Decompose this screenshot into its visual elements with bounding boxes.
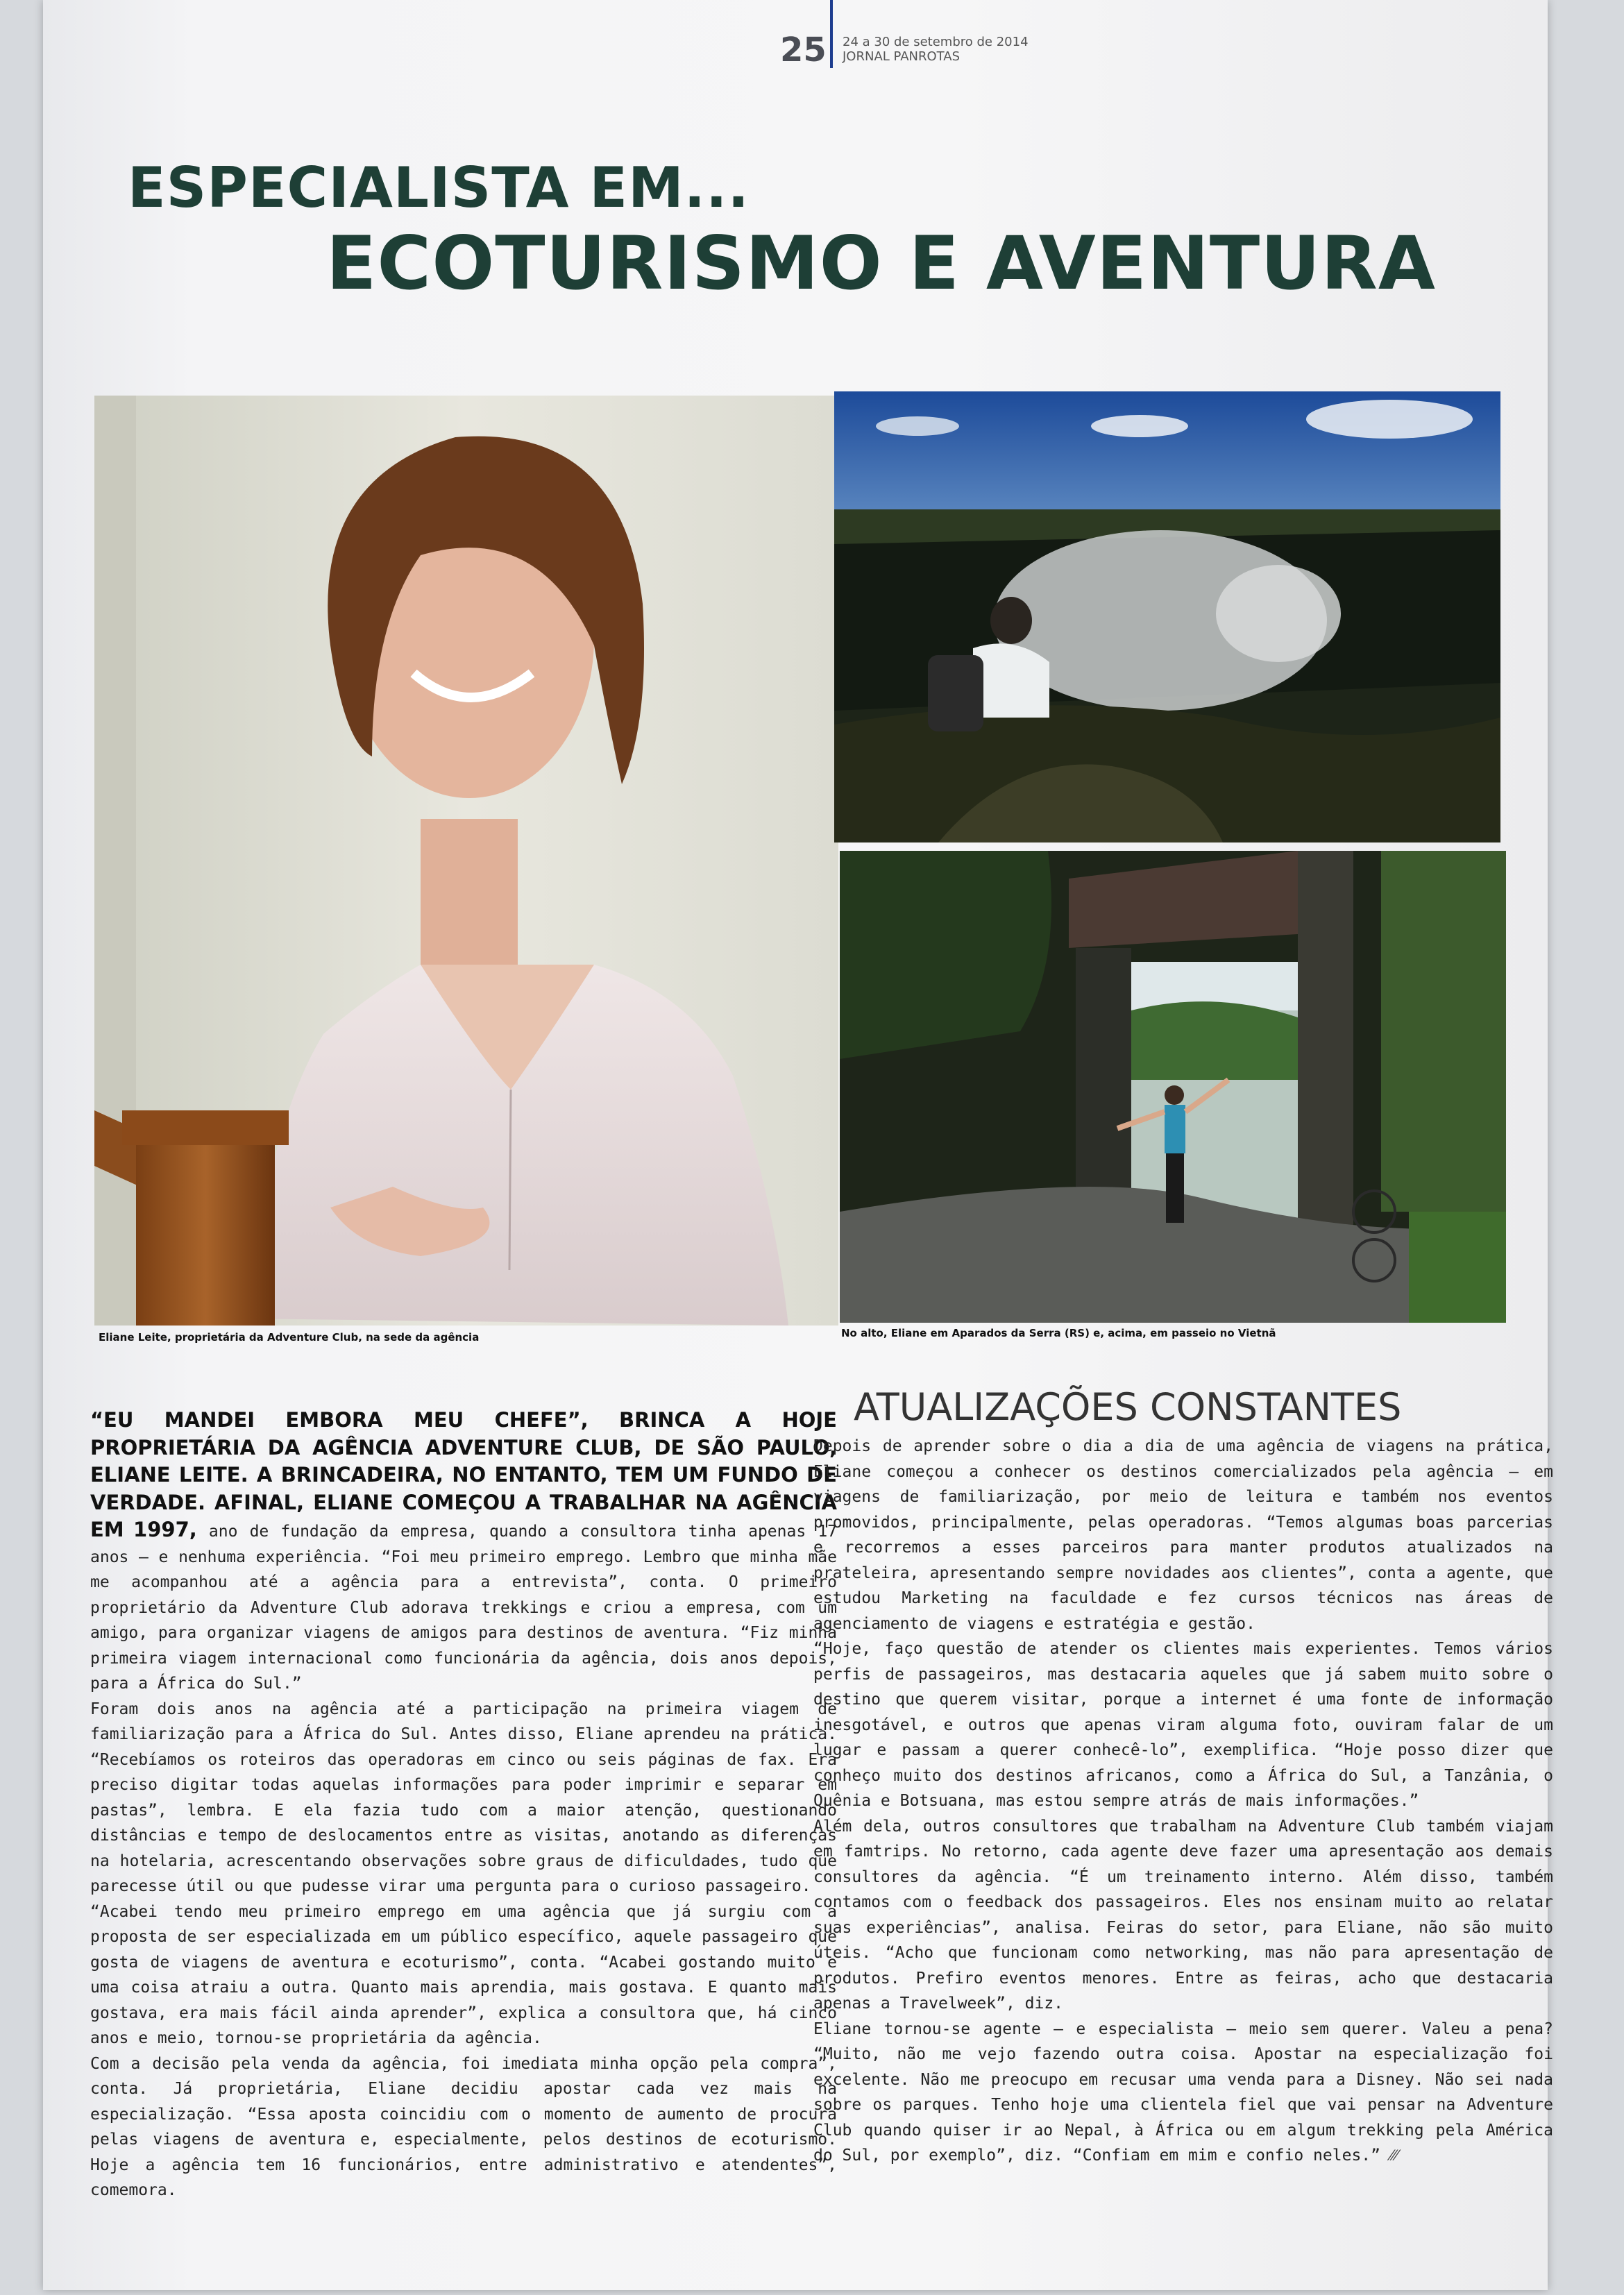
portrait-illustration	[94, 396, 838, 1326]
col2-paragraph: “Hoje, faço questão de atender os clientes mais experientes. Temos vários perfis de passageiros, mas destacaria aqueles que já sabem muito sobre o destino que querem visitar, porque a internet é uma fonte de informação inesgotável, e outros que apenas viram alguma foto, ouviram falar de um lugar e passam a querer conhecê-lo”, exemplifica. “Hoje posso dizer que conheço muito dos destinos africanos, como a África do Sul, a Tanzânia, o Quênia e Botsuana, mas estou sempre atrás de mais informações.”	[813, 1640, 1553, 1810]
col1-paragraph: Foram dois anos na agência até a participação na primeira viagem de familiarização para a África do Sul. Antes disso, Eliane aprendeu na prática. “Recebíamos os roteiros das operadoras em cinco ou seis páginas de fax. Era preciso digitar todas aquelas informações para poder imprimir e separar em pastas”, lembra. E ela fazia tudo com a maior atenção, questionando distâncias e tempo de deslocamentos entre as visitas, anotando as diferenças na hotelaria, acrescentando observações sobre graus de dificuldades, tudo que parecesse útil ou que pudesse virar uma pergunta para o curioso passageiro.	[90, 1700, 837, 1895]
article-lede: “EU MANDEI EMBORA MEU CHEFE”, BRINCA A HOJE PROPRIETÁRIA DA AGÊNCIA ADVENTURE CLUB, DE SÃO PAULO, ELIANE LEITE. A BRINCADEIRA, NO ENTANTO, TEM UM FUNDO DE VERDADE. AFINAL, ELIANE COMEÇOU A TRABALHAR NA AGÊNCIA EM 1997,	[90, 1408, 837, 1541]
landscape-illustration	[834, 391, 1500, 842]
portrait-caption: Eliane Leite, proprietária da Adventure Club, na sede da agência	[99, 1331, 480, 1344]
article-lede-tail: ano de fundação da empresa, quando a consultora tinha apenas 17 anos — e nenhuma experiência. “Foi meu primeiro emprego. Lembro que minha mãe me acompanhou até a agência para a entrevista”, conta. O primeiro proprietário da Adventure Club adorava trekkings e criou a empresa, com um amigo, para organizar viagens de amigos para destinos de aventura. “Fiz minha primeira viagem internacional como funcionária da agência, dois anos depois, para a África do Sul.”	[90, 1523, 838, 1693]
end-mark: ⁄⁄⁄	[1389, 2146, 1398, 2165]
col2-paragraph: Depois de aprender sobre o dia a dia de uma agência de viagens na prática, Eliane começou a conhecer os destinos comercializados pela agência — em viagens de familiarização, por meio de leitura e também nos eventos promovidos, principalmente, pelas operadoras. “Temos algumas boas parcerias e recorremos a esses parceiros para manter produtos atualizados na prateleira, apresentando sempre novidades aos clientes”, conta a agente, que estudou Marketing na faculdade e fez cursos técnicos nas áreas de agenciamento de viagens e estratégia e gestão.	[813, 1437, 1553, 1633]
gate-illustration	[840, 851, 1506, 1323]
col2-paragraph: Eliane tornou-se agente — e especialista — meio sem querer. Valeu a pena? “Muito, não me vejo fazendo outra coisa. Apostar na especialização foi excelente. Não me preocupo em recusar uma venda para a Disney. Não sei nada sobre os parques. Tenho hoje uma clientela fiel que vai pensar na Adventure Club quando quiser ir ao Nepal, à África ou em algum trekking pela América do Sul, por exemplo”, diz. “Confiam em mim e confio neles.”	[813, 2019, 1553, 2165]
dateline	[843, 35, 1029, 64]
col2-last-paragraph	[813, 2017, 1553, 2169]
right-photos-caption: No alto, Eliane em Aparados da Serra (RS) e, acima, em passeio no Vietnã	[841, 1327, 1276, 1339]
title-kicker: ESPECIALISTA EM...	[128, 155, 750, 220]
article-lede-paragraph	[90, 1407, 837, 1697]
gate-photo	[840, 851, 1506, 1323]
page-number: 25	[780, 31, 827, 69]
publication-name: JORNAL PANROTAS	[843, 49, 961, 64]
page-rule	[830, 0, 833, 68]
portrait-photo	[94, 396, 838, 1326]
date-text: 24 a 30 de setembro de 2014	[843, 35, 1029, 49]
landscape-photo	[834, 391, 1500, 842]
headline: ECOTURISMO E AVENTURA	[326, 221, 1436, 306]
col1-paragraph: “Acabei tendo meu primeiro emprego em uma agência que já surgiu com a proposta de ser especializada em um público específico, aquele passageiro que gosta de viagens de aventura e ecoturismo”, conta. “Acabei gostando muito e uma coisa atraiu a outra. Quanto mais aprendia, mais gostava. E quanto mais gostava, era mais fácil ainda aprender”, explica a consultora que, há cinco anos e meio, tornou-se proprietária da agência.	[90, 1902, 837, 2047]
article-column-2	[813, 1434, 1553, 2169]
col1-paragraph: Com a decisão pela venda da agência, foi imediata minha opção pela compra”, conta. Já proprietária, Eliane decidiu apostar cada vez mais na especialização. “Essa aposta coincidiu com o momento de aumento de procura pelas viagens de aventura e, especialmente, pelos destinos de ecoturismo. Hoje a agência tem 16 funcionários, entre administrativo e atendentes”, comemora.	[90, 2054, 837, 2199]
section-subhead: ATUALIZAÇÕES CONSTANTES	[854, 1385, 1402, 1429]
article-column-1	[90, 1407, 837, 2203]
newspaper-page	[43, 0, 1553, 2290]
col2-paragraph: Além dela, outros consultores que trabalham na Adventure Club também viajam em famtrips. No retorno, cada agente deve fazer uma apresentação aos demais consultores da agência. “É um treinamento interno. Além disso, também contamos com o feedback dos passageiros. Eles nos ensinam muito ao relatar suas experiências”, analisa. Feiras do setor, para Eliane, não são muito úteis. “Acho que funcionam como networking, mas não para apresentação de produtos. Prefiro eventos menores. Entre as feiras, acho que destacaria apenas a Travelweek”, diz.	[813, 1817, 1553, 2013]
